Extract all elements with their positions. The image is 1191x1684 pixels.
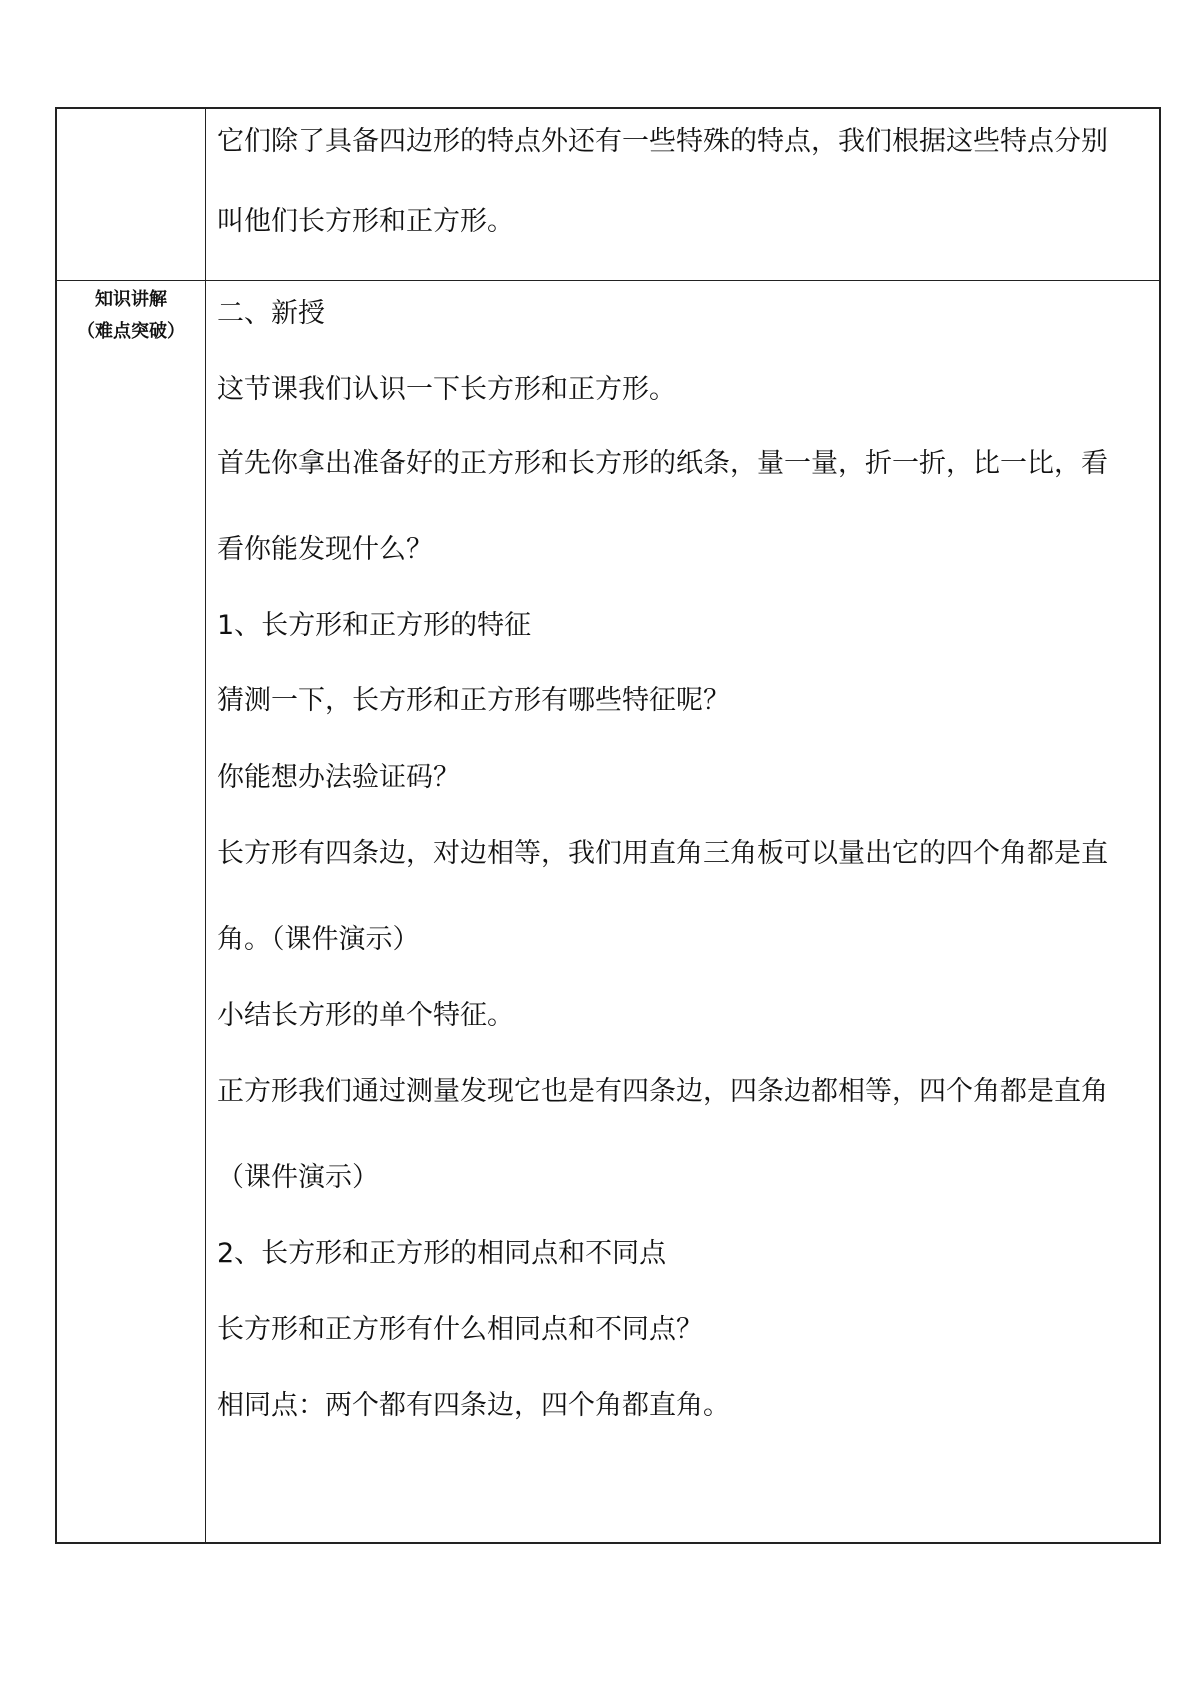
text-line: 首先你拿出准备好的正方形和长方形的纸条，量一量，折一折，比一比，看	[217, 448, 1108, 479]
text-line: 叫他们长方形和正方形。	[217, 206, 514, 237]
text-line: 角。（课件演示）	[217, 924, 420, 955]
text-line: 长方形和正方形有什么相同点和不同点？	[217, 1314, 703, 1345]
text-line: （课件演示）	[217, 1162, 379, 1193]
row-divider	[57, 280, 1159, 281]
text-line: 正方形我们通过测量发现它也是有四条边，四条边都相等，四个角都是直角	[217, 1076, 1108, 1107]
row-label-line: 知识讲解	[95, 289, 167, 310]
text-line: 小结长方形的单个特征。	[217, 1000, 514, 1031]
text-line: 长方形有四条边，对边相等，我们用直角三角板可以量出它的四个角都是直	[217, 838, 1108, 869]
text-line: 相同点：两个都有四条边，四个角都直角。	[217, 1390, 730, 1421]
text-line: 这节课我们认识一下长方形和正方形。	[217, 374, 676, 405]
text-line: 猜测一下，长方形和正方形有哪些特征呢？	[217, 685, 730, 716]
text-line: 它们除了具备四边形的特点外还有一些特殊的特点，我们根据这些特点分别	[217, 126, 1108, 157]
section-heading: 二、新授	[217, 298, 325, 329]
column-divider	[205, 109, 206, 1542]
subsection-heading: 1、长方形和正方形的特征	[217, 610, 532, 641]
text-line: 你能想办法验证码？	[217, 762, 460, 793]
subsection-heading: 2、长方形和正方形的相同点和不同点	[217, 1238, 667, 1269]
row-label-line: （难点突破）	[77, 321, 185, 342]
row-label-knowledge	[57, 284, 205, 348]
text-line: 看你能发现什么？	[217, 534, 433, 565]
lesson-table	[55, 107, 1161, 1544]
